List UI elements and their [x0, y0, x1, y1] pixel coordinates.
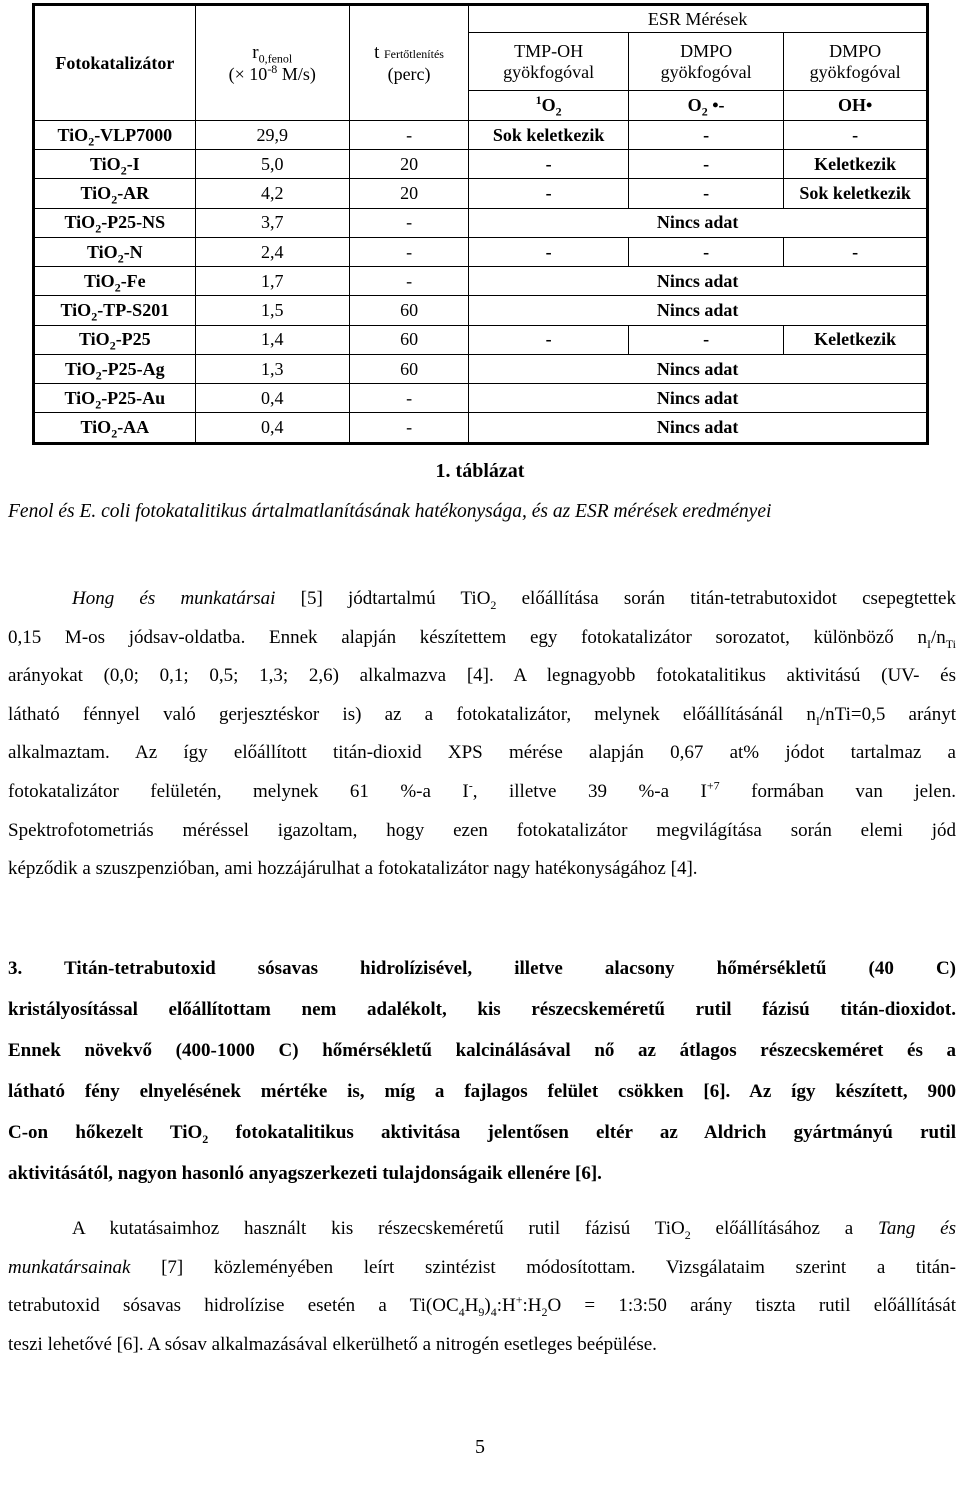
table-row: TiO$_2$-Fe 1,7 - Nincs adat [34, 267, 928, 296]
header-dmpo-2: DMPO gyökfogóval [784, 33, 928, 91]
table-row: TiO$_2$-N 2,4 - - - - [34, 237, 928, 266]
results-table [32, 3, 929, 445]
header-rate: $r_{0,fenol}$ (× $10^{-8}$ M/s) [195, 5, 349, 121]
table-row: TiO$_2$-P25 1,4 60 - - Keletkezik [34, 325, 928, 354]
header-dmpo-1: DMPO gyökfogóval [628, 33, 784, 91]
page-number: 5 [475, 1436, 485, 1458]
table-row: TiO$_2$-AA 0,4 - Nincs adat [34, 413, 928, 444]
table-row: TiO$_2$-P25-Au 0,4 - Nincs adat [34, 384, 928, 413]
table-row: TiO$_2$-P25-Ag 1,3 60 Nincs adat [34, 354, 928, 383]
header-esr-group: ESR Mérések [469, 5, 928, 33]
table-subcaption: Fenol és E. coli fotokatalitikus ártalmatlanításának hatékonysága, és az ESR mérések eredményei [8, 501, 772, 522]
table-row: TiO$_2$-I 5,0 20 - - Keletkezik [34, 150, 928, 179]
header-tmp-oh: TMP-OH gyökfogóval [469, 33, 628, 91]
table-row: TiO$_2$-AR 4,2 20 - - Sok keletkezik [34, 179, 928, 208]
table-row: TiO$_2$-VLP7000 29,9 - Sok keletkezik - - [34, 121, 928, 150]
thesis-point-3: 3. Titán-tetrabutoxid sósavas hidrolízisével, illetve alacsony hőmérsékletű (40 C) kristályosítással előállítottam nem adalékolt, kis részecskeméretű rutil fázisú titán-dioxidot. Ennek növekvő (400-1000 C) hőmérsékletű kalcinálásával nő az átlagos részecskeméret és a látható fény elnyelésének mértéke is, míg a fajlagos felület csökken [6]. Az így készített, 900 C-on hőkezelt TiO$_2$ fotokatalitikus aktivitása jelentősen eltér az Aldrich gyártmányú rutil aktivitásától, nagyon hasonló anyagszerkezeti tulajdonságaik ellenére [6]. [8, 958, 956, 1184]
paragraph-rutile-synthesis: A kutatásaimhoz használt kis részecskeméretű rutil fázisú TiO$_2$ előállításához a Tang és munkatársainak [7] közleményében leírt szintézist módosítottam. Vizsgálataim szerint a titán- tetrabutoxid sósavas hidrolízise esetén a $Ti(OC_4H_9)_4:H^+:H_2O$ = 1:3:50 arány tiszta rutil előállítását teszi lehetővé [6]. A sósav alkalmazásával elkerülhető a nitrogén esetleges beépülése. [8, 1218, 957, 1355]
species-hydroxyl: OH• [784, 91, 928, 121]
table-caption: 1. táblázat [435, 460, 525, 482]
paragraph-iodine-doping: Hong és munkatársai [5] jódtartalmú TiO$_2$ előállítása során titán-tetrabutoxidot csepegtettek 0,15 M-os jódsav-oldatba. Ennek alapján készítettem egy fotokatalizátor sorozatot, különböző $n_I/n_{Ti}$ arányokat (0,0; 0,1; 0,5; 1,3; 2,6) alkalmazva [4]. A legnagyobb fotokatalitikus aktivitású (UV- és látható fénnyel való gerjesztéskor is) az a fotokatalizátor, melynek előállításánál $n_I/nTi=0,5$ arányt alkalmaztam. Az így előállított titán-dioxid XPS mérése alapján 0,67 at% jódot tartalmaz a fotokatalizátor felületén, melynek 61 %-a I-, illetve 39 %-a $I^{+7}$ formában van jelen. Spektrofotometriás méréssel igazoltam, hogy ezen fotokatalizátor megvilágítása során elemi jód képződik a szuszpenzióban, ami hozzájárulhat a fotokatalizátor nagy hatékonyságához [4]. [8, 588, 956, 880]
header-catalyst: Fotokatalizátor [34, 5, 196, 121]
species-singlet-oxygen: $^1O_2$ [469, 91, 628, 121]
table-row: TiO$_2$-P25-NS 3,7 - Nincs adat [34, 208, 928, 237]
species-superoxide: $O_2$ •- [628, 91, 784, 121]
table-row: TiO$_2$-TP-S201 1,5 60 Nincs adat [34, 296, 928, 325]
header-disinfection: t Fertőtlenítés (perc) [349, 5, 469, 121]
